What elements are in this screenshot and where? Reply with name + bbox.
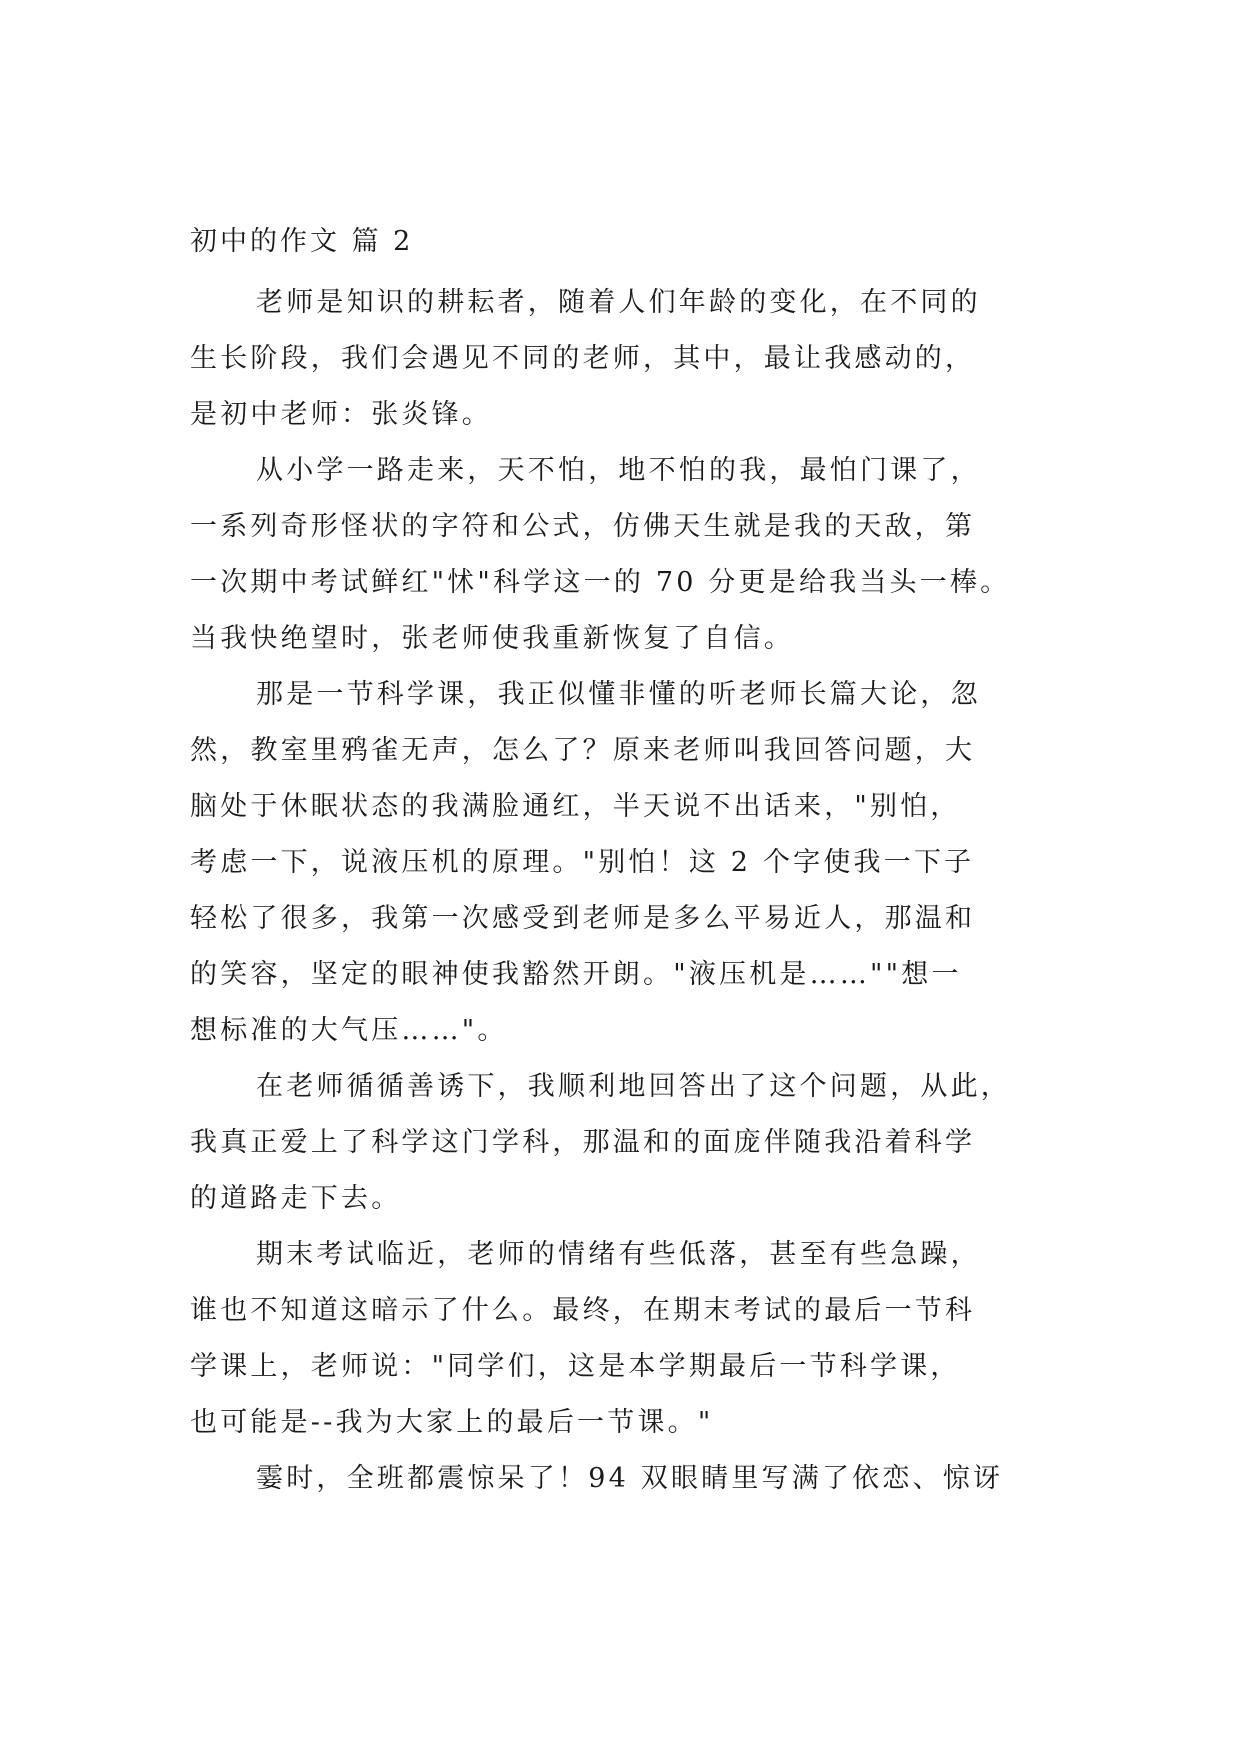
text-line: 那是一节科学课，我正似懂非懂的听老师长篇大论，忽: [256, 679, 981, 710]
text-line: 想标准的大气压……"。: [190, 1015, 508, 1046]
text-line: 我真正爱上了科学这门学科，那温和的面庞伴随我沿着科学: [190, 1127, 976, 1158]
text-line: 霎时，全班都震惊呆了！94 双眼睛里写满了依恋、惊讶: [256, 1463, 1004, 1494]
text-line: 一次期中考试鲜红"怵"科学这一的 70 分更是给我当头一棒。: [190, 567, 1011, 598]
text-line: 也可能是--我为大家上的最后一节课。": [190, 1407, 714, 1438]
text-line: 是初中老师：张炎锋。: [190, 399, 492, 430]
text-line: 在老师循循善诱下，我顺利地回答出了这个问题，从此，: [256, 1071, 1011, 1102]
text-line: 然，教室里鸦雀无声，怎么了？原来老师叫我回答问题，大: [190, 735, 976, 766]
text-line: 考虑一下，说液压机的原理。"别怕！这 2 个字使我一下子: [190, 847, 975, 878]
text-line: 当我快绝望时，张老师使我重新恢复了自信。: [190, 623, 794, 654]
text-line: 谁也不知道这暗示了什么。最终，在期末考试的最后一节科: [190, 1295, 976, 1326]
document-title: 初中的作文 篇 2: [190, 226, 414, 257]
text-line: 期末考试临近，老师的情绪有些低落，甚至有些急躁，: [256, 1239, 981, 1270]
text-line: 的道路走下去。: [190, 1183, 402, 1214]
text-line: 一系列奇形怪状的字符和公式，仿佛天生就是我的天敌，第: [190, 511, 976, 542]
text-line: 生长阶段，我们会遇见不同的老师，其中，最让我感动的，: [190, 343, 976, 374]
text-line: 的笑容，坚定的眼神使我豁然开朗。"液压机是……""想一: [190, 959, 962, 990]
text-line: 学课上，老师说："同学们，这是本学期最后一节科学课，: [190, 1351, 961, 1382]
text-line: 从小学一路走来，天不怕，地不怕的我，最怕门课了，: [256, 455, 981, 486]
text-line: 脑处于休眠状态的我满脸通红，半天说不出话来，"别怕，: [190, 791, 961, 822]
text-line: 轻松了很多，我第一次感受到老师是多么平易近人，那温和: [190, 903, 976, 934]
text-line: 老师是知识的耕耘者，随着人们年龄的变化，在不同的: [256, 287, 981, 318]
